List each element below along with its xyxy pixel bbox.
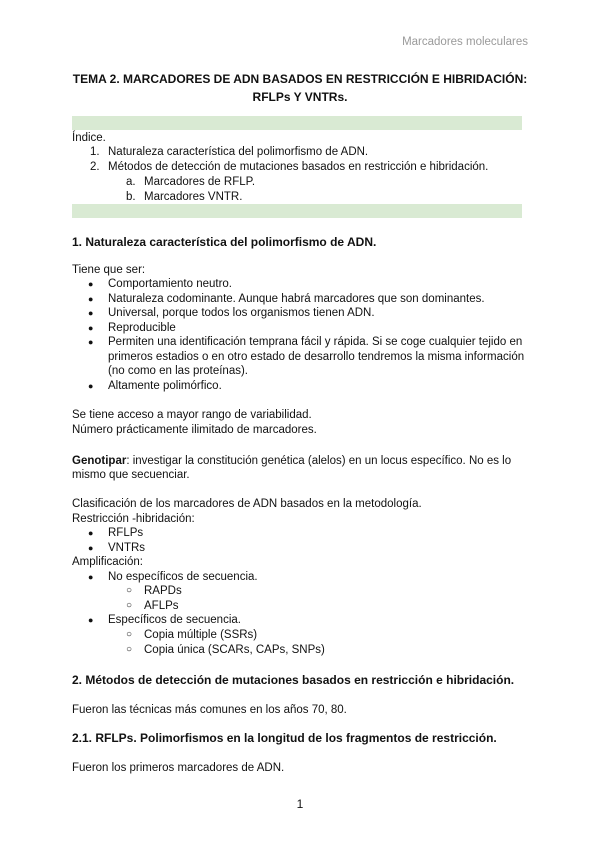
bullet-icon: ● [88, 308, 94, 318]
index-subitem-num: b. [126, 191, 136, 203]
list-item: Altamente polimórfico. [108, 380, 222, 392]
index-subitem-num: a. [126, 176, 136, 188]
bullet-icon: ● [88, 528, 94, 538]
bullet-icon: ● [88, 615, 94, 625]
sub-list-item: Copia única (SCARs, CAPs, SNPs) [144, 644, 325, 656]
bullet-icon: ● [88, 381, 94, 391]
list-item: Naturaleza codominante. Aunque habrá marcadores que son dominantes. [108, 293, 485, 305]
list-item: Permiten una identificación temprana fácil y rápida. Si se coge cualquier tejido en [108, 336, 523, 348]
document-title [72, 70, 528, 106]
genotipar-definition: : investigar la constitución genética (alelos) en un locus específico. No es lo [126, 455, 512, 467]
sub-list-item: AFLPs [144, 600, 179, 612]
bullet-icon: ● [88, 337, 94, 347]
section-1-intro: Tiene que ser: [72, 264, 146, 276]
circle-bullet-icon: ○ [126, 600, 133, 611]
section-2-1-text: Fueron los primeros marcadores de ADN. [72, 762, 285, 774]
list-item: Específicos de secuencia. [108, 614, 241, 626]
index-item-num: 2. [90, 161, 100, 173]
index-item: Naturaleza característica del polimorfismo de ADN. [108, 146, 369, 158]
circle-bullet-icon: ○ [126, 644, 133, 655]
paragraph: Se tiene acceso a mayor rango de variabilidad. [72, 409, 312, 421]
bullet-icon: ● [88, 294, 94, 304]
restriction-label: Restricción -hibridación: [72, 513, 195, 525]
list-item-continuation: (no como en las proteínas). [108, 365, 248, 377]
list-item: Reproducible [108, 322, 176, 334]
index-top-band [72, 116, 522, 130]
title-line-2: RFLPs Y VNTRs. [252, 90, 348, 104]
index-bottom-band [72, 204, 522, 218]
paragraph: Número prácticamente ilimitado de marcadores. [72, 424, 317, 436]
amplification-label: Amplificación: [72, 556, 143, 568]
index-subitem: Marcadores de RFLP. [144, 176, 256, 188]
bullet-icon: ● [88, 279, 94, 289]
section-2-text: Fueron las técnicas más comunes en los años 70, 80. [72, 704, 347, 716]
running-header: Marcadores moleculares [402, 36, 528, 48]
section-2-heading: 2. Métodos de detección de mutaciones basados en restricción e hibridación. [72, 673, 515, 687]
list-item: RFLPs [108, 527, 144, 539]
bullet-icon: ● [88, 572, 94, 582]
bullet-icon: ● [88, 543, 94, 553]
list-item: Comportamiento neutro. [108, 278, 233, 290]
bullet-icon: ● [88, 323, 94, 333]
sub-list-item: Copia múltiple (SSRs) [144, 629, 258, 641]
index-label: Índice. [72, 132, 106, 144]
page-number: 1 [296, 797, 304, 811]
index-item-num: 1. [90, 146, 100, 158]
genotipar-paragraph [72, 454, 511, 469]
list-item: VNTRs [108, 542, 146, 554]
classification-intro: Clasificación de los marcadores de ADN basados en la metodología. [72, 498, 422, 510]
index-item: Métodos de detección de mutaciones basados en restricción e hibridación. [108, 161, 489, 173]
list-item: No específicos de secuencia. [108, 571, 258, 583]
section-2-1-heading: 2.1. RFLPs. Polimorfismos en la longitud de los fragmentos de restricción. [72, 731, 497, 745]
index-subitem: Marcadores VNTR. [144, 191, 243, 203]
genotipar-term: Genotipar [72, 455, 127, 467]
section-1-heading: 1. Naturaleza característica del polimorfismo de ADN. [72, 235, 377, 249]
title-line-1: TEMA 2. MARCADORES DE ADN BASADOS EN RESTRICCIÓN E HIBRIDACIÓN: [72, 72, 528, 86]
genotipar-paragraph-cont: mismo que secuenciar. [72, 469, 190, 481]
list-item: Universal, porque todos los organismos tienen ADN. [108, 307, 375, 319]
circle-bullet-icon: ○ [126, 629, 133, 640]
sub-list-item: RAPDs [144, 585, 182, 597]
list-item-continuation: primeros estadios o en otro estado de desarrollo tendremos la misma información [108, 351, 525, 363]
circle-bullet-icon: ○ [126, 585, 133, 596]
